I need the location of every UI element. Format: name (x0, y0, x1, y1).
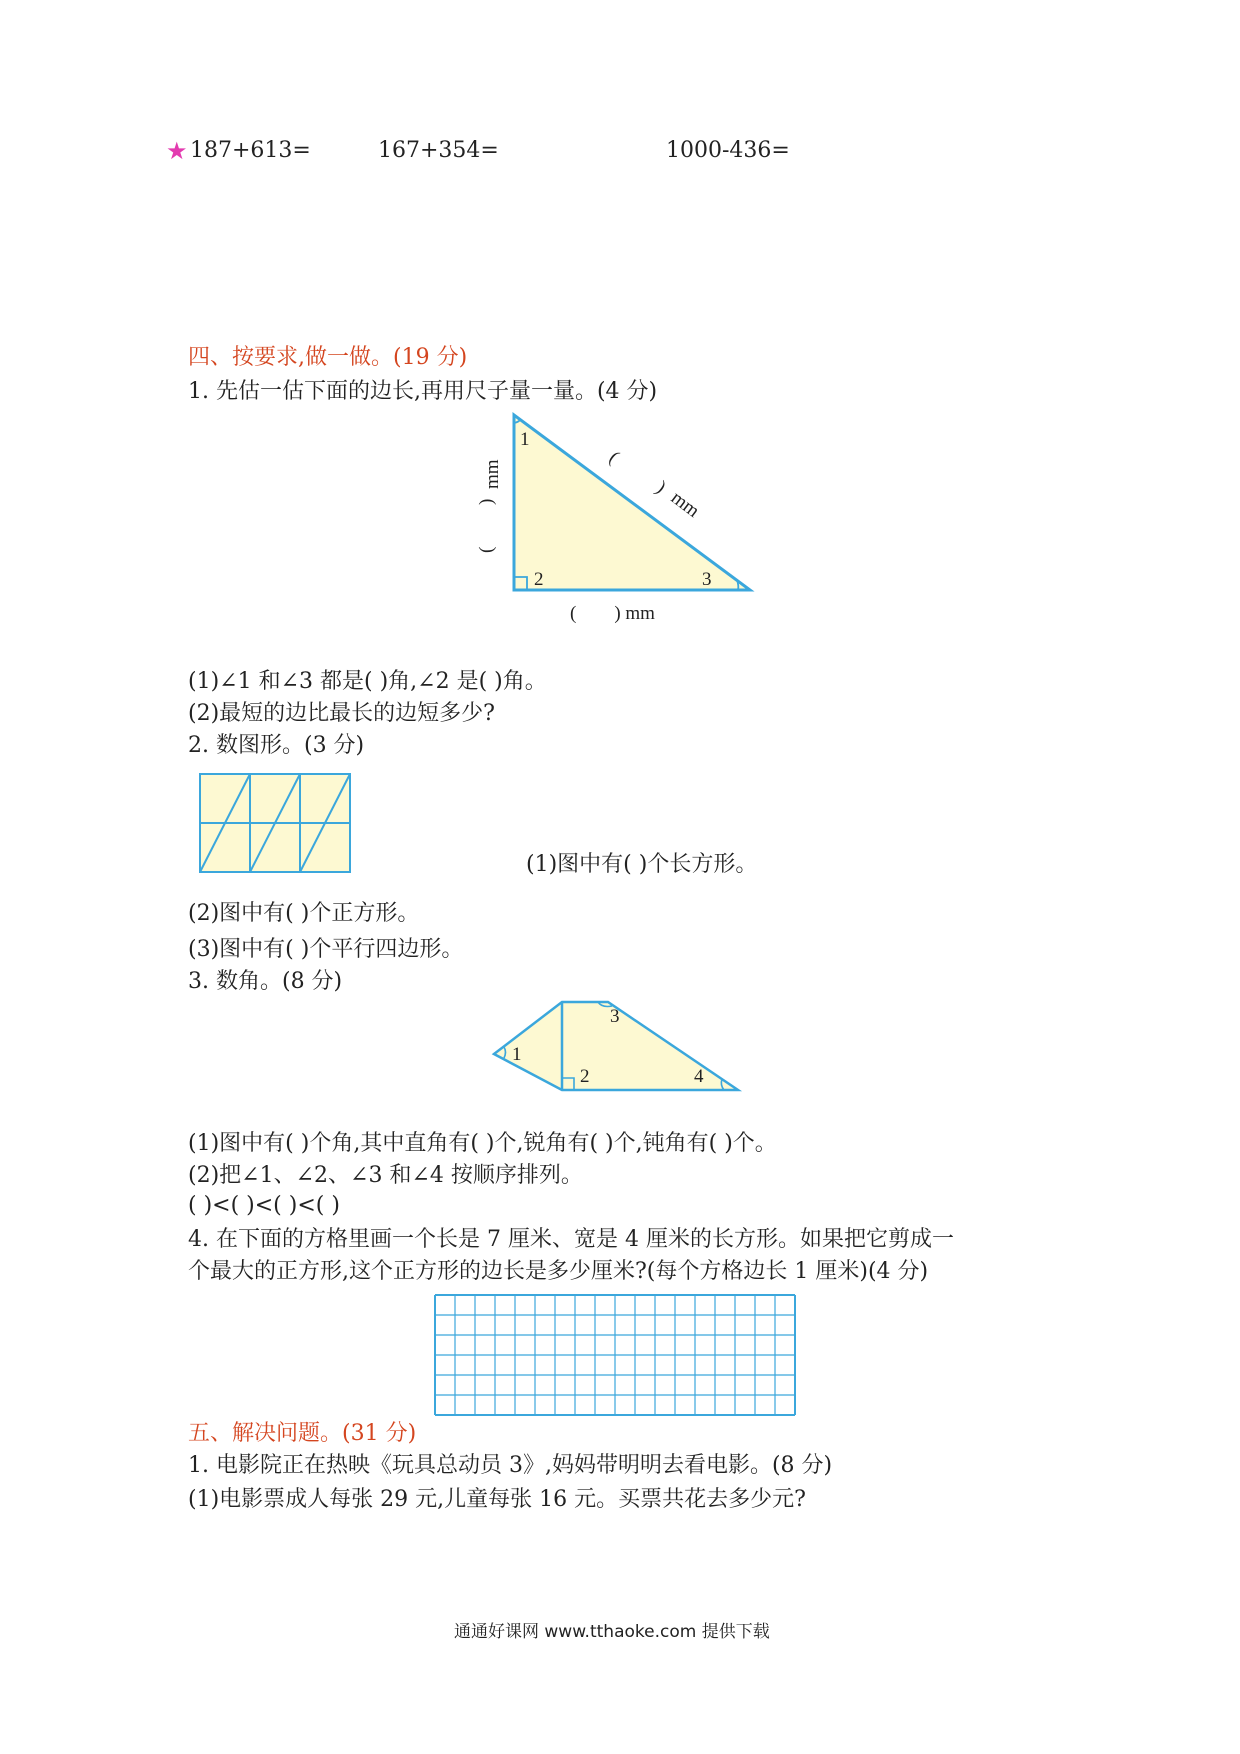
s5-q1-sub1: (1)电影票成人每张 29 元,儿童每张 16 元。买票共花去多少元? (188, 1487, 806, 1512)
star-icon: ★ (166, 137, 188, 165)
q1-sub1: (1)∠1 和∠3 都是( )角,∠2 是( )角。 (188, 669, 547, 694)
q3-sub2: (2)把∠1、∠2、∠3 和∠4 按顺序排列。 (188, 1163, 583, 1188)
angle-1-label: 1 (512, 1044, 522, 1065)
bottom-side-label: ( ) mm (570, 603, 655, 624)
left-side-unit: mm (482, 459, 503, 489)
angle-3-label: 3 (702, 569, 712, 590)
calc-item-1: 187+613= (190, 138, 311, 163)
angle-2-label: 2 (580, 1066, 590, 1087)
section-4-title: 四、按要求,做一做。(19 分) (188, 345, 468, 370)
q4-line2: 个最大的正方形,这个正方形的边长是多少厘米?(每个方格边长 1 厘米)(4 分) (188, 1259, 929, 1284)
shape-count-figure (198, 772, 354, 876)
q1-title: 1. 先估一估下面的边长,再用尺子量一量。(4 分) (188, 379, 658, 404)
hypotenuse-paren-close: ) (651, 477, 670, 498)
calc-item-2: 167+354= (378, 138, 499, 163)
angle-4-label: 4 (694, 1066, 704, 1087)
triangle-figure (470, 405, 770, 630)
section-5-title: 五、解决问题。(31 分) (188, 1421, 417, 1446)
angle-3-label: 3 (610, 1006, 620, 1027)
q3-title: 3. 数角。(8 分) (188, 969, 343, 994)
q3-sub1: (1)图中有( )个角,其中直角有( )个,锐角有( )个,钝角有( )个。 (188, 1131, 777, 1156)
drawing-grid[interactable] (432, 1292, 802, 1418)
left-side-paren-close: ) (476, 498, 497, 505)
left-side-paren-open: ( (476, 546, 497, 553)
angle-count-figure (488, 996, 744, 1096)
q2-sub2: (2)图中有( )个正方形。 (188, 901, 420, 926)
hypotenuse-paren-open: ( (604, 447, 623, 468)
hypotenuse-unit: mm (666, 487, 704, 522)
q2-sub1: (1)图中有( )个长方形。 (526, 852, 758, 877)
calc-item-3: 1000-436= (666, 138, 790, 163)
angle-1-label: 1 (520, 429, 530, 450)
q4-line1: 4. 在下面的方格里画一个长是 7 厘米、宽是 4 厘米的长方形。如果把它剪成一 (188, 1227, 954, 1252)
triangle-shape (514, 415, 750, 590)
footer-text: 通通好课网 www.tthaoke.com 提供下载 (454, 1622, 770, 1642)
q3-order: ( )<( )<( )<( ) (188, 1193, 340, 1218)
q2-title: 2. 数图形。(3 分) (188, 733, 365, 758)
q2-sub3: (3)图中有( )个平行四边形。 (188, 937, 464, 962)
s5-q1-title: 1. 电影院正在热映《玩具总动员 3》,妈妈带明明去看电影。(8 分) (188, 1453, 833, 1478)
angle-2-label: 2 (534, 569, 544, 590)
q1-sub2: (2)最短的边比最长的边短多少? (188, 701, 495, 726)
